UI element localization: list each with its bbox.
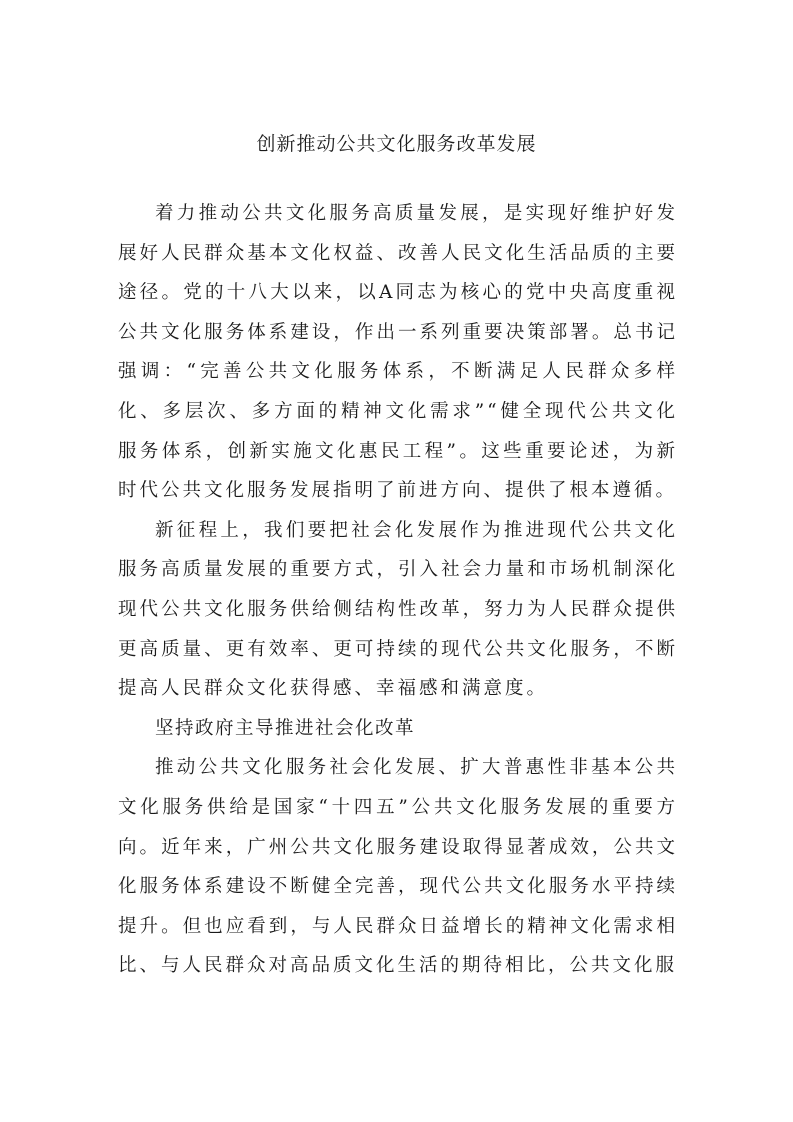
paragraph-intro: 着力推动公共文化服务高质量发展，是实现好维护好发展好人民群众基本文化权益、改善人民文化生活品质的主要途径。党的十八大以来，以A同志为核心的党中央高度重视公共文化服务体系建设，作出一系列重要决策部署。总书记强调：“完善公共文化服务体系，不断满足人民群众多样化、多层次、多方面的精神文化需求”“健全现代公共文化服务体系，创新实施文化惠民工程”。这些重要论述，为新时代公共文化服务发展指明了前进方向、提供了根本遵循。: [118, 203, 678, 502]
document-title: 创新推动公共文化服务改革发展: [256, 133, 537, 155]
paragraph-section: 推动公共文化服务社会化发展、扩大普惠性非基本公共文化服务供给是国家“十四五”公共文化服务发展的重要方向。近年来，广州公共文化服务建设取得显著成效，公共文化服务体系建设不断健全完善，现代公共文化服务水平持续提升。但也应看到，与人民群众日益增长的精神文化需求相比、与人民群众对高品质文化生活的期待相比，公共文化服: [118, 757, 678, 977]
paragraph-new-journey: 新征程上，我们要把社会化发展作为推进现代公共文化服务高质量发展的重要方式，引入社会力量和市场机制深化现代公共文化服务供给侧结构性改革，努力为人民群众提供更高质量、更有效率、更可持续的现代公共文化服务，不断提高人民群众文化获得感、幸福感和满意度。: [118, 519, 678, 700]
section-heading: 坚持政府主导推进社会化改革: [155, 717, 416, 739]
document-body: [118, 194, 678, 986]
